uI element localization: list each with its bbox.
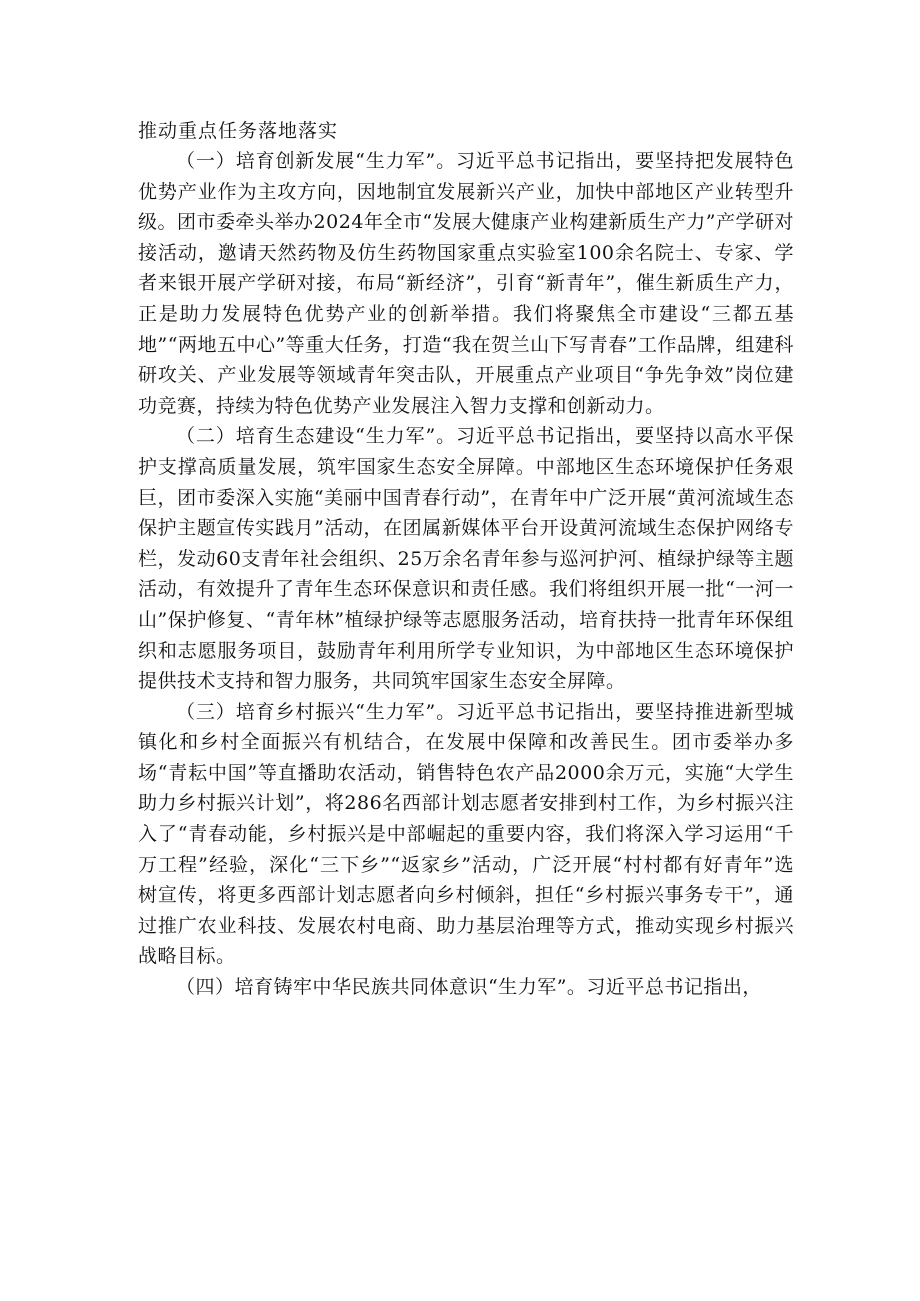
paragraph-innovation: （一）培育创新发展“生力军”。习近平总书记指出，要坚持把发展特色优势产业作为主攻方向，因地制宜发展新兴产业，加快中部地区产业转型升级。团市委牵头举办2024年全市“发展大健康产业构建新质生产力”产学研对接活动，邀请天然药物及仿生药物国家重点实验室100余名院士、专家、学者来银开展产学研对接，布局“新经济”，引育“新青年”，催生新质生产力，正是助力发展特色优势产业的创新举措。我们将聚焦全市建设“三都五基地”“两地五中心”等重大任务，打造“我在贺兰山下写青春”工作品牌，组建科研攻关、产业发展等领域青年突击队，开展重点产业项目“争先争效”岗位建功竞赛，持续为特色优势产业发展注入智力支撑和创新动力。 (138, 150, 794, 417)
paragraph-unity: （四）培育铸牢中华民族共同体意识“生力军”。习近平总书记指出， (176, 976, 762, 999)
paragraph-ecology: （二）培育生态建设“生力军”。习近平总书记指出，要坚持以高水平保护支撑高质量发展，筑牢国家生态安全屏障。中部地区生态环境保护任务艰巨，团市委深入实施“美丽中国青春行动”，在青年中广泛开展“黄河流域生态保护主题宣传实践月”活动，在团属新媒体平台开设黄河流域生态保护网络专栏，发动60支青年社会组织、25万余名青年参与巡河护河、植绿护绿等主题活动，有效提升了青年生态环保意识和责任感。我们将组织开展一批“一河一山”保护修复、“青年林”植绿护绿等志愿服务活动，培育扶持一批青年环保组织和志愿服务项目，鼓励青年利用所学专业知识，为中部地区生态环境保护提供技术支持和智力服务，共同筑牢国家生态安全屏障。 (138, 425, 794, 693)
paragraph-rural: （三）培育乡村振兴“生力军”。习近平总书记指出，要坚持推进新型城镇化和乡村全面振兴有机结合，在发展中保障和改善民生。团市委举办多场“青耘中国”等直播助农活动，销售特色农产品2000余万元，实施“大学生助力乡村振兴计划”，将286名西部计划志愿者安排到村工作，为乡村振兴注入了“青春动能，乡村振兴是中部崛起的重要内容，我们将深入学习运用“千万工程”经验，深化“三下乡”“返家乡”活动，广泛开展“村村都有好青年”选树宣传，将更多西部计划志愿者向乡村倾斜，担任“乡村振兴事务专干”，通过推广农业科技、发展农村电商、助力基层治理等方式，推动实现乡村振兴战略目标。 (138, 700, 794, 968)
intro-line: 推动重点任务落地落实 (138, 120, 339, 142)
document-page (138, 116, 794, 1003)
